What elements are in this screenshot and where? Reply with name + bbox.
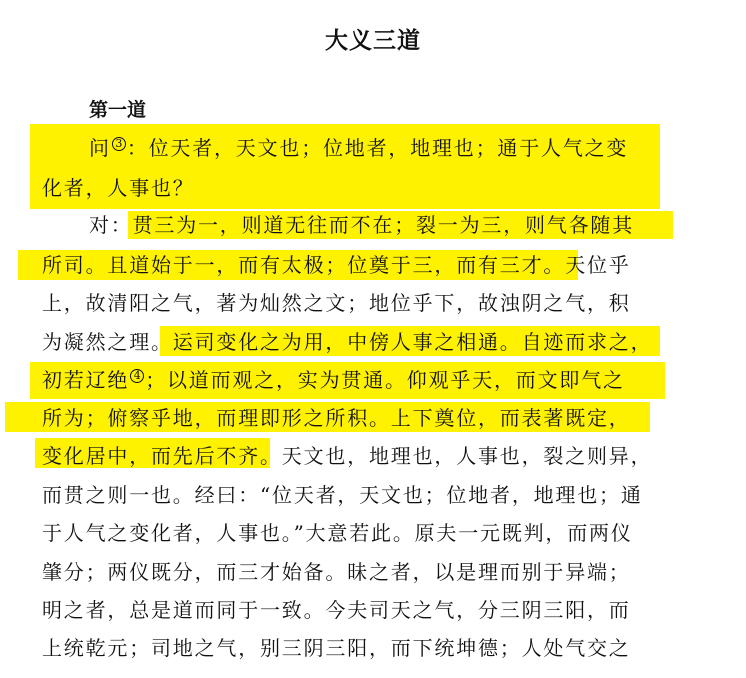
text-line: 为凝然之理。运司变化之为用，中傍人事之相通。自迹而求之，	[42, 330, 653, 354]
text-segment: 问	[89, 136, 111, 160]
document-title: 大义三道	[325, 27, 421, 54]
text-segment: ；以道而观之，实为贯通。仰观乎天，而文即气之	[145, 368, 625, 392]
section-heading: 第一道	[89, 99, 147, 121]
text-line: 上统乾元；司地之气，别三阴三阳，而下统坤德；人处气交之	[42, 636, 631, 660]
text-line: 变化居中，而先后不齐。天文也，地理也，人事也，裂之则异，	[42, 444, 653, 468]
text-segment: 初若辽绝	[42, 368, 130, 392]
text-line: 所为；俯察乎地，而理即形之所积。上下奠位，而表著既定，	[42, 406, 631, 430]
text-line: 对：贯三为一，则道无往而不在；裂一为三，则气各随其	[89, 213, 634, 237]
footnote-marker[interactable]: 4	[130, 369, 144, 383]
text-line: 所司。且道始于一，而有太极；位奠于三，而有三才。天位乎	[42, 253, 631, 277]
text-line: 明之者，总是道而同于一致。今夫司天之气，分三阴三阳，而	[42, 598, 631, 622]
text-line: 于人气之变化者，人事也。”大意若此。原夫一元既判，而两仪	[42, 521, 633, 545]
text-line	[42, 360, 625, 400]
text-line: 化者，人事也？	[42, 176, 195, 200]
text-line: 上，故清阳之气，著为灿然之文；地位乎下，故浊阴之气，积	[42, 291, 631, 315]
text-line: 而贯之则一也。经曰：“位天者，天文也；位地者，地理也；通	[42, 483, 643, 507]
footnote-marker[interactable]: 3	[112, 137, 126, 151]
text-segment: ：位天者，天文也；位地者，地理也；通于人气之变	[126, 136, 629, 160]
text-line: 肇分；两仪既分，而三才始备。昧之者，以是理而别于异端；	[42, 560, 631, 584]
text-line	[89, 128, 628, 168]
